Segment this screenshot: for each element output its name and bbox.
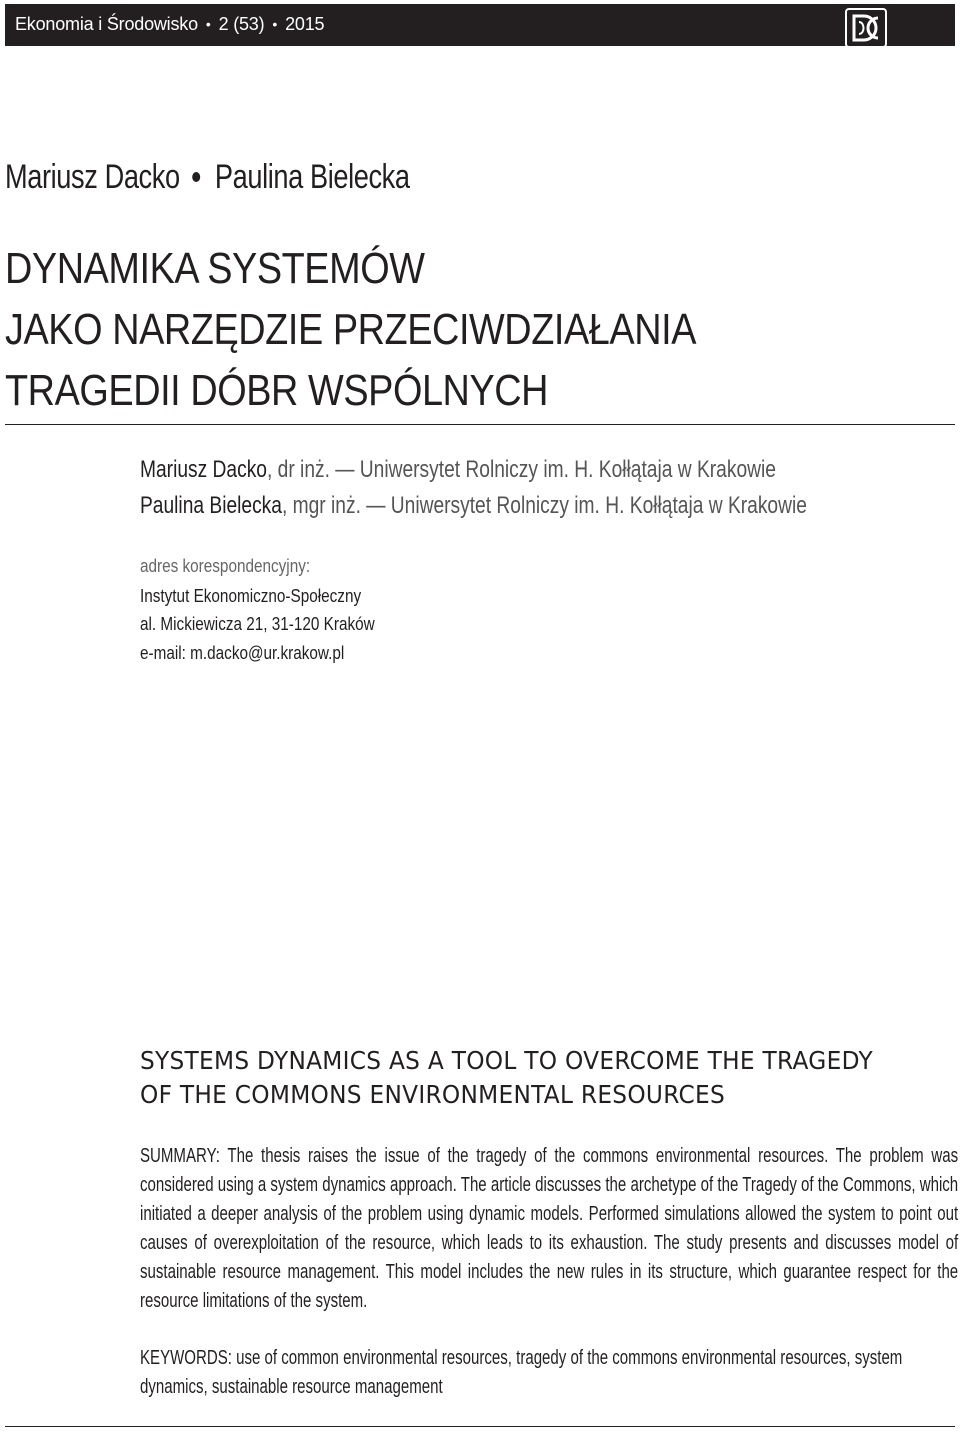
english-title-line: OF THE COMMONS ENVIRONMENTAL RESOURCES xyxy=(140,1080,726,1109)
title-line: JAKO NARZĘDZIE PRZECIWDZIAŁANIA xyxy=(5,305,696,354)
article-title xyxy=(5,238,696,421)
separator-dot: • xyxy=(272,16,278,32)
affiliation-author-name: Paulina Bielecka xyxy=(140,492,282,519)
affiliation-details: , mgr inż. — Uniwersytet Rolniczy im. H. Kołłątaja w Krakowie xyxy=(281,492,807,519)
correspondence-label: adres korespondencyjny: xyxy=(140,556,311,576)
english-title xyxy=(140,1044,873,1112)
author-affiliation xyxy=(140,492,807,520)
correspondence-street: al. Mickiewicza 21, 31-120 Kraków xyxy=(140,614,375,634)
bottom-divider xyxy=(5,1426,955,1427)
journal-year: 2015 xyxy=(285,14,325,34)
journal-logo-icon xyxy=(845,8,887,48)
affiliation-details: , dr inż. — Uniwersytet Rolniczy im. H. Kołłątaja w Krakowie xyxy=(266,456,776,483)
title-line: DYNAMIKA SYSTEMÓW xyxy=(5,244,425,293)
correspondence-institute: Instytut Ekonomiczno-Społeczny xyxy=(140,586,362,606)
summary-paragraph: SUMMARY: The thesis raises the issue of the tragedy of the commons environmental resources. The problem was considered using a system dynamics approach. The article discusses the archetype of the Tragedy of the Commons, which initiated a deeper analysis of the problem using dynamic models. Performed simulations allowed the system to point out causes of overexploitation of the resource, which leads to its exhaustion. The study presents and discusses model of sustainable resource management. This model includes the new rules in its structure, which guarantee respect for the resource limitations of the system. xyxy=(140,1145,959,1312)
title-divider xyxy=(5,424,955,425)
title-line: TRAGEDII DÓBR WSPÓLNYCH xyxy=(5,366,549,415)
authors-line xyxy=(5,158,410,197)
author-name: Paulina Bielecka xyxy=(214,158,410,196)
journal-header-text xyxy=(15,14,324,35)
author-separator-dot xyxy=(192,172,200,182)
journal-header-bar xyxy=(5,4,955,46)
correspondence-email[interactable]: e-mail: m.dacko@ur.krakow.pl xyxy=(140,643,345,663)
author-affiliation xyxy=(140,456,776,484)
journal-issue: 2 (53) xyxy=(218,14,265,34)
affiliation-author-name: Mariusz Dacko xyxy=(140,456,267,483)
author-name: Mariusz Dacko xyxy=(5,158,180,196)
english-title-line: SYSTEMS DYNAMICS AS A TOOL TO OVERCOME THE TRAGEDY xyxy=(140,1046,873,1075)
separator-dot: • xyxy=(205,16,211,32)
journal-name: Ekonomia i Środowisko xyxy=(15,14,198,34)
keywords-paragraph: KEYWORDS: use of common environmental resources, tragedy of the commons environmental resources, system dynamics, sustainable resource management xyxy=(140,1347,903,1398)
